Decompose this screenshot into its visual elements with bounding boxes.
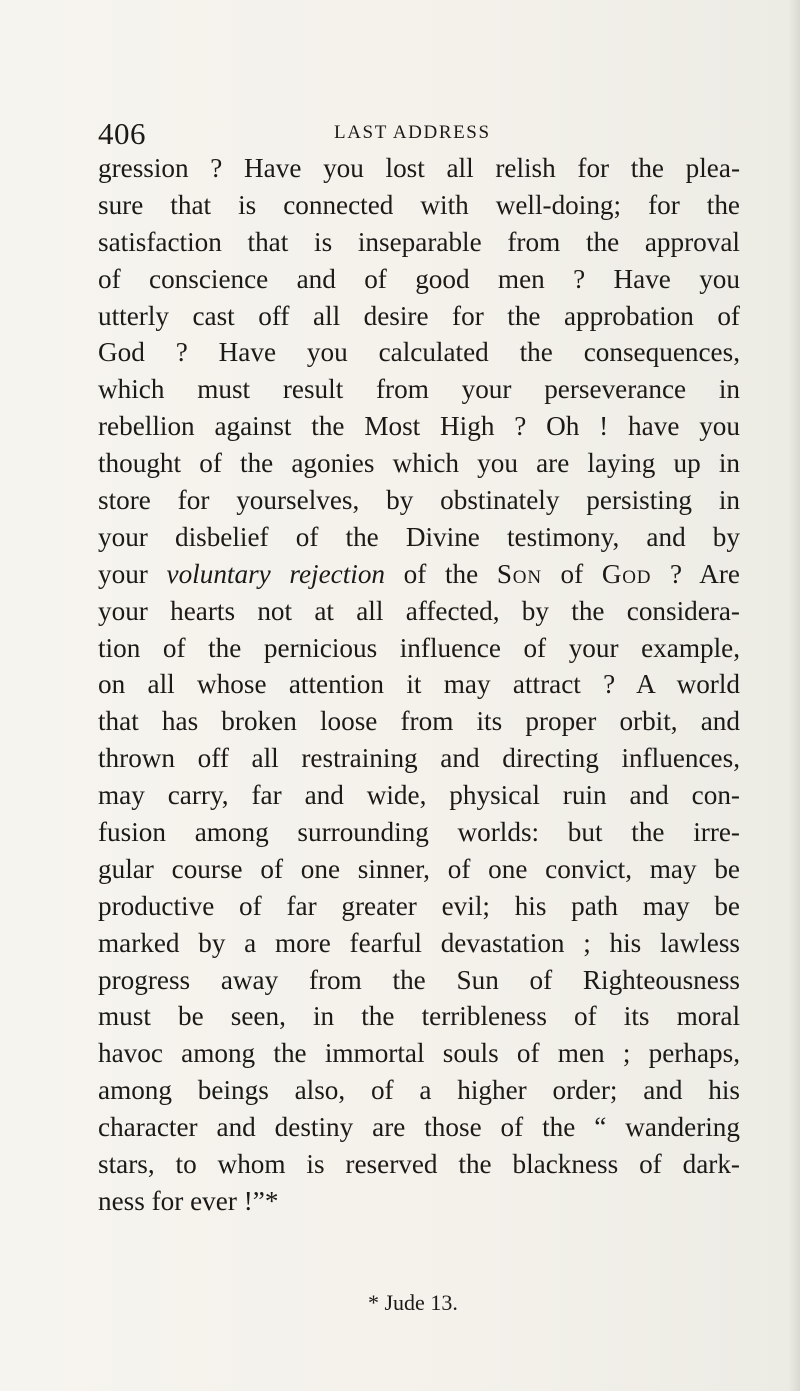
text-line-2: sure that is connected with well-doing; for the (98, 189, 740, 220)
text-line-19: fusion among surrounding worlds: but the irre- (98, 817, 740, 848)
text-line-14: tion of the pernicious influence of your example, (98, 632, 740, 663)
text-line-3: satisfaction that is inseparable from the approval (98, 226, 740, 257)
small-caps-son: Son (496, 558, 542, 589)
text-line-27: character and destiny are those of the “ wandering (98, 1112, 740, 1143)
text-line-11: your disbelief of the Divine testimony, and by (98, 521, 740, 552)
text-run: ? Are (651, 558, 740, 589)
text-run: of (541, 558, 602, 589)
italic-phrase: voluntary rejection (166, 558, 386, 589)
text-line-10: store for yourselves, by obstinately persisting in (98, 485, 740, 516)
text-line-23: progress away from the Sun of Righteousness (98, 964, 740, 995)
text-line-24: must be seen, in the terribleness of its moral (98, 1001, 740, 1032)
text-line-9: thought of the agonies which you are laying up in (98, 448, 740, 479)
text-line-12 (98, 556, 740, 593)
text-line-17: thrown off all restraining and directing influences, (98, 743, 740, 774)
small-caps-god: God (601, 558, 652, 589)
text-run: your (98, 558, 167, 589)
text-line-28: stars, to whom is reserved the blackness of dark- (98, 1149, 740, 1180)
text-line-8: rebellion against the Most High ? Oh ! have you (98, 411, 740, 442)
page-edge-shadow (788, 0, 800, 1391)
text-line-26: among beings also, of a higher order; and his (98, 1075, 740, 1106)
page-header (98, 112, 738, 152)
text-line-18: may carry, far and wide, physical ruin and con- (98, 780, 740, 811)
text-line-4: of conscience and of good men ? Have you (98, 263, 740, 294)
text-line-1: gression ? Have you lost all relish for the plea- (98, 153, 740, 183)
text-line-20: gular course of one sinner, of one convict, may be (98, 853, 740, 884)
text-line-25: havoc among the immortal souls of men ; perhaps, (98, 1038, 740, 1069)
text-line-16: that has broken loose from its proper orbit, and (98, 706, 740, 737)
text-line-21: productive of far greater evil; his path may be (98, 890, 740, 921)
text-line-29: ness for ever !”* (98, 1185, 279, 1216)
text-line-13: your hearts not at all affected, by the considera- (98, 595, 740, 626)
page-number: 406 (98, 116, 146, 151)
text-line-15: on all whose attention it may attract ? A world (98, 669, 740, 700)
body-text (98, 150, 740, 1220)
running-head: LAST ADDRESS (334, 122, 491, 143)
text-line-22: marked by a more fearful devastation ; his lawless (98, 927, 740, 958)
text-line-6: God ? Have you calculated the consequences, (98, 337, 740, 368)
text-line-7: which must result from your perseverance in (98, 374, 740, 405)
text-run: of the (385, 558, 497, 589)
footnote: * Jude 13. (368, 1290, 458, 1315)
text-line-5: utterly cast off all desire for the approbation of (98, 300, 740, 331)
